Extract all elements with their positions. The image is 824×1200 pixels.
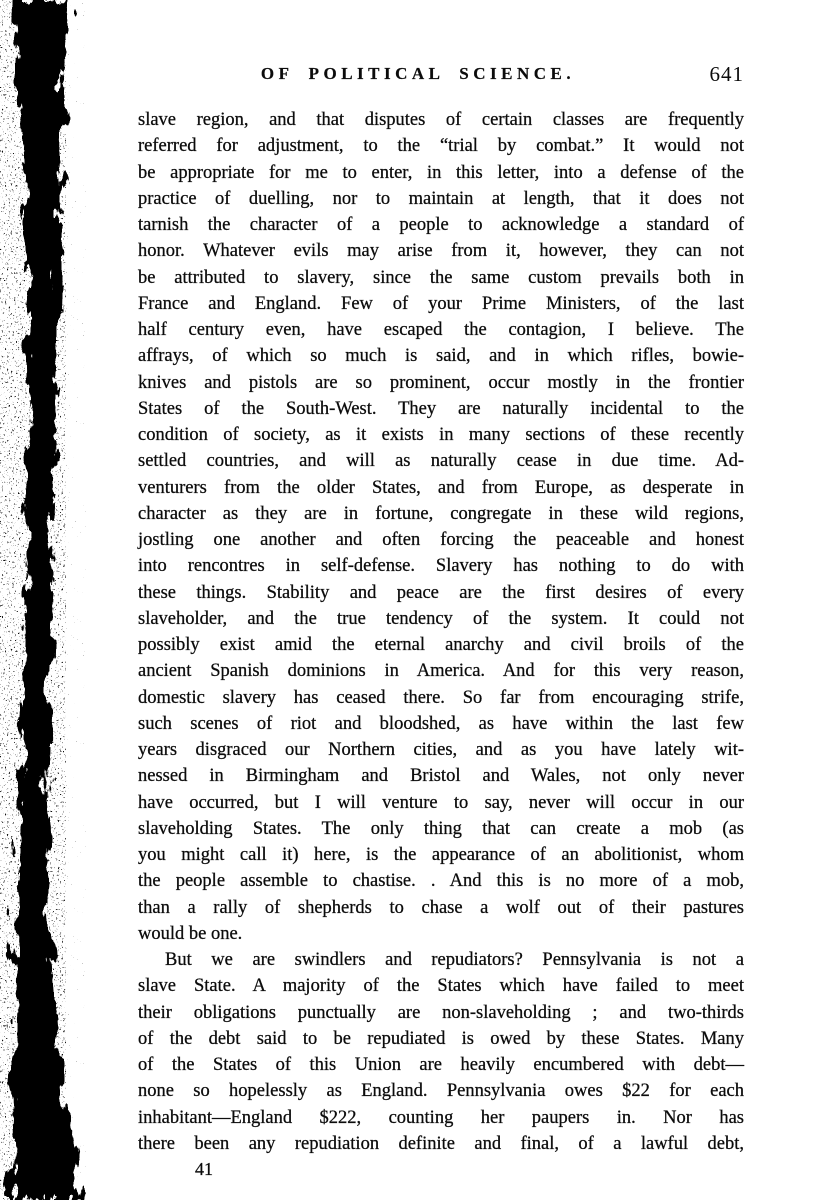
text-line: have occurred, but I will venture to say, never will occur in our (138, 792, 744, 813)
text-line: there been any repudiation definite and final, of a lawful debt, (138, 1133, 744, 1154)
text-line: knives and pistols are so prominent, occur mostly in the frontier (138, 372, 744, 393)
text-line: than a rally of shepherds to chase a wolf out of their pastures (138, 897, 744, 918)
text-line: slave region, and that disputes of certain classes are frequently (138, 110, 744, 130)
binding-gutter-shadow (0, 0, 100, 1200)
text-line: the people assemble to chastise. . And this is no more of a mob, (138, 871, 744, 892)
text-line: tarnish the character of a people to acknowledge a standard of (138, 215, 744, 235)
text-line: possibly exist amid the eternal anarchy and civil broils of the (138, 635, 744, 655)
text-line: slave State. A majority of the States which have failed to meet (138, 976, 744, 997)
text-line: such scenes of riot and bloodshed, as have within the last few (138, 713, 744, 734)
text-line: character as they are in fortune, congregate in these wild regions, (138, 503, 744, 524)
text-line: you might call it) here, is the appearance of an abolitionist, whom (138, 845, 744, 865)
page-number: 641 (709, 62, 744, 86)
signature-mark: 41 (195, 1159, 213, 1179)
text-line: But we are swindlers and repudiators? Pennsylvania is not a (165, 950, 744, 970)
text-line: be attributed to slavery, since the same custom prevails both in (138, 267, 744, 288)
text-line: condition of society, as it exists in many sections of these recently (138, 425, 744, 445)
text-line: inhabitant—England $222, counting her paupers in. Nor has (138, 1107, 744, 1128)
text-line: France and England. Few of your Prime Ministers, of the last (138, 293, 744, 314)
text-line: would be one. (138, 923, 243, 944)
text-line: domestic slavery has ceased there. So far from encouraging strife, (138, 687, 744, 708)
text-line: honor. Whatever evils may arise from it, however, they can not (138, 241, 744, 262)
text-line: States of the South-West. They are naturally incidental to the (138, 398, 744, 419)
text-body (138, 107, 744, 1181)
text-line: their obligations punctually are non-slaveholding ; and two-thirds (138, 1002, 744, 1023)
text-line: nessed in Birmingham and Bristol and Wales, not only never (138, 766, 744, 787)
text-line: settled countries, and will as naturally cease in due time. Ad- (138, 451, 744, 472)
text-line: years disgraced our Northern cities, and as you have lately wit- (138, 740, 744, 760)
text-line: affrays, of which so much is said, and in which rifles, bowie- (138, 346, 744, 367)
text-line: jostling one another and often forcing the peaceable and honest (138, 530, 744, 550)
text-line: into rencontres in self-defense. Slavery has nothing to do with (138, 556, 744, 577)
text-line: these things. Stability and peace are the first desires of every (138, 582, 744, 603)
text-line: practice of duelling, nor to maintain at length, that it does not (138, 188, 744, 209)
text-line: half century even, have escaped the contagion, I believe. The (138, 320, 744, 340)
text-line: venturers from the older States, and from Europe, as desperate in (138, 477, 744, 498)
text-line: ancient Spanish dominions in America. And for this very reason, (138, 661, 744, 682)
text-line: none so hopelessly as England. Pennsylvania owes $22 for each (138, 1081, 744, 1102)
text-line: of the debt said to be repudiated is owed by these States. Many (138, 1028, 744, 1049)
text-line: be appropriate for me to enter, in this letter, into a defense of the (138, 162, 744, 183)
text-line: slaveholding States. The only thing that can create a mob (as (138, 818, 744, 839)
page-header (138, 62, 744, 90)
running-title: OF POLITICAL SCIENCE. (260, 64, 576, 83)
text-line: slaveholder, and the true tendency of the system. It could not (138, 608, 744, 629)
text-line: of the States of this Union are heavily encumbered with debt— (138, 1055, 744, 1075)
text-line: referred for adjustment, to the “trial by combat.” It would not (138, 136, 744, 157)
